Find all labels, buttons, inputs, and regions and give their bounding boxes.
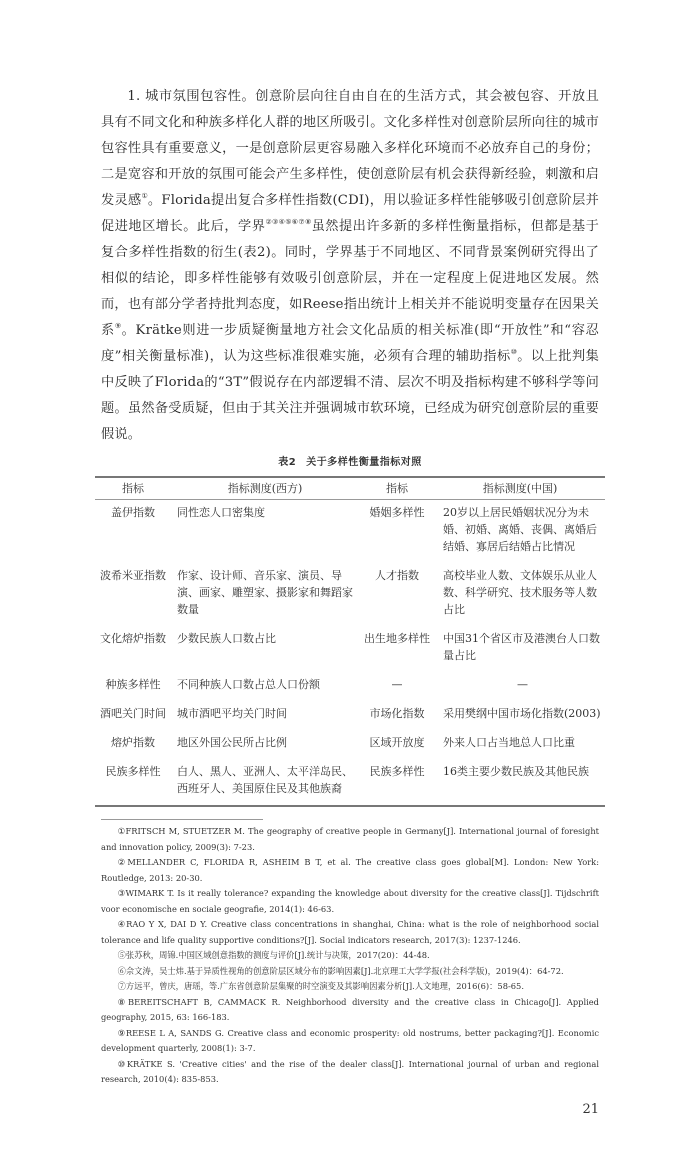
footnote-ref[interactable]: ⑨ xyxy=(114,322,122,330)
cell-measure-west: 不同种族人口数占总人口份额 xyxy=(177,678,320,691)
footnote-ref[interactable]: ① xyxy=(141,192,148,200)
cell-measure-china: 采用樊纲中国市场化指数(2003) xyxy=(443,707,601,720)
cell-measure-china: 外来人口占当地总人口比重 xyxy=(443,736,575,749)
cell-indicator-china: 婚姻多样性 xyxy=(369,506,425,519)
cell-indicator-west: 文化熔炉指数 xyxy=(100,632,166,645)
table-row xyxy=(95,563,605,626)
cell-indicator-china: 人才指数 xyxy=(375,569,419,582)
table-row xyxy=(95,626,605,672)
table-number: 表2 xyxy=(278,457,297,468)
body-paragraph xyxy=(101,84,599,448)
cell-indicator-west: 种族多样性 xyxy=(105,678,161,691)
footnote: ③WIMARK T. Is it really tolerance? expanding the knowledge about diversity for the creative class[J]. Tijdschrift voor economische en sociale geografie, 2014(1): 46-63. xyxy=(101,888,599,914)
footnote: ⑨REESE L A, SANDS G. Creative class and economic prosperity: old nostrums, better packaging?[J]. Economic development quarterly, 2008(1): 3-7. xyxy=(101,1027,599,1053)
cell-indicator-china: 区域开放度 xyxy=(369,736,425,749)
cell-indicator-china: 市场化指数 xyxy=(369,707,425,720)
footnote: ⑤张苏秋，周锦.中国区域创意指数的测度与评价[J].统计与决策，2017(20)：44-48. xyxy=(117,950,430,960)
paragraph-text: 。Florida提出复合多样性指数(CDI)，用以验证多样性能够吸引创意阶层并促进地区增长。此后，学界 xyxy=(101,193,599,234)
table-header-row xyxy=(95,477,605,500)
footnote-divider xyxy=(101,819,263,820)
cell-measure-china: — xyxy=(517,678,528,691)
footnote: ④RAO Y X, DAI D Y. Creative class concentrations in shanghai, China: what is the role of neighborhood social tolerance and life quality supportive conditions?[J]. Social indicators research, 2017(3): 1237-1246. xyxy=(101,919,599,945)
cell-measure-west: 同性恋人口密集度 xyxy=(177,506,265,519)
cell-indicator-west: 熔炉指数 xyxy=(111,736,155,749)
cell-indicator-west: 波希米亚指数 xyxy=(100,569,166,582)
footnote: ⑦方远平，曾庆，唐瑶，等.广东省创意阶层集聚的时空演变及其影响因素分析[J].人文地理，2016(6)：58-65. xyxy=(117,981,524,991)
cell-measure-west: 地区外国公民所占比例 xyxy=(177,736,287,749)
page-number: 21 xyxy=(582,1101,599,1117)
footnote: ②MELLANDER C, FLORIDA R, ASHEIM B T, et al. The creative class goes global[M]. London: New York: Routledge, 2013: 20-30. xyxy=(101,857,599,883)
cell-measure-china: 16类主要少数民族及其他民族 xyxy=(443,765,589,778)
paragraph-text: 1. 城市氛围包容性。创意阶层向往自由自在的生活方式，其会被包容、开放且具有不同文化和种族多样化人群的地区所吸引。文化多样性对创意阶层所向往的城市包容性具有重要意义，一是创意阶层更容易融入多样化环境而不必放弃自己的身份；二是宽容和开放的氛围可能会产生多样性，使创意阶层有机会获得新经验，刺激和启发灵感 xyxy=(101,89,599,208)
cell-measure-china: 20岁以上居民婚姻状况分为未婚、初婚、离婚、丧偶、离婚后结婚、寡居后结婚占比情况 xyxy=(443,506,597,553)
cell-measure-west: 作家、设计师、音乐家、演员、导演、画家、雕塑家、摄影家和舞蹈家数量 xyxy=(177,569,353,616)
cell-indicator-china: 民族多样性 xyxy=(369,765,425,778)
cell-measure-west: 白人、黑人、亚洲人、太平洋岛民、西班牙人、美国原住民及其他族裔 xyxy=(177,765,353,795)
cell-measure-west: 少数民族人口数占比 xyxy=(177,632,276,645)
table-title: 关于多样性衡量指标对照 xyxy=(306,457,422,468)
paragraph-text: 虽然提出许多新的多样性衡量指标，但都是基于复合多样性指数的衍生(表2)。同时，学界基于不同地区、不同背景案例研究得出了相似的结论，即多样性能够有效吸引创意阶层，并在一定程度上促进地区发展。然而，也有部分学者持批判态度，如Reese指出统计上相关并不能说明变量存在因果关系 xyxy=(101,219,600,338)
footnote-ref[interactable]: ⑩ xyxy=(510,348,518,356)
header-measure-west: 指标测度(西方) xyxy=(227,482,303,495)
footnote: ⑧BEREITSCHAFT B, CAMMACK R. Neighborhood diversity and the creative class in Chicago[J]. Applied geography, 2015, 63: 166-183. xyxy=(101,996,599,1022)
footnote: ⑥佘文涛，吴士炜.基于异质性视角的创意阶层区域分布的影响因素[J].北京理工大学学报(社会科学版)，2019(4)：64-72. xyxy=(117,965,564,976)
cell-measure-west: 城市酒吧平均关门时间 xyxy=(177,707,287,720)
cell-measure-china: 中国31个省区市及港澳台人口数量占比 xyxy=(443,632,600,662)
header-measure-china: 指标测度(中国) xyxy=(482,482,558,495)
footnotes xyxy=(101,824,599,1088)
footnote: ⑩KRÄTKE S. 'Creative cities' and the rise of the dealer class[J]. International journal of urban and regional research, 2010(4): 835-853. xyxy=(101,1058,599,1084)
cell-indicator-china: — xyxy=(391,678,403,691)
table-row xyxy=(95,500,605,564)
footnote: ①FRITSCH M, STUETZER M. The geography of creative people in Germany[J]. International journal of foresight and innovation policy, 2009(3): 7-23. xyxy=(101,826,599,852)
header-indicator-west: 指标 xyxy=(122,482,144,495)
table-row xyxy=(95,759,605,806)
cell-indicator-west: 酒吧关门时间 xyxy=(100,707,166,720)
paragraph-text: 。Krätke则进一步质疑衡量地方社会文化品质的相关标准(即“开放性”和“容忍度”相关衡量标准)，认为这些标准很难实施，必须有合理的辅助指标 xyxy=(101,323,599,364)
cell-indicator-west: 盖伊指数 xyxy=(111,506,155,519)
table-row xyxy=(95,701,605,730)
diversity-indicator-table xyxy=(95,476,605,807)
paragraph-text: 。以上批判集中反映了Florida的“3T”假说存在内部逻辑不清、层次不明及指标构建不够科学等问题。虽然备受质疑，但由于其关注并强调城市软环境，已经成为研究创意阶层的重要假说。 xyxy=(101,349,599,442)
header-indicator-china: 指标 xyxy=(386,482,408,495)
table-caption xyxy=(95,456,605,470)
cell-measure-china: 高校毕业人数、文体娱乐从业人数、科学研究、技术服务等人数占比 xyxy=(443,569,597,616)
table-row xyxy=(95,672,605,701)
footnote-ref[interactable]: ②③④⑤⑥⑦⑧ xyxy=(265,218,312,226)
table-row xyxy=(95,730,605,759)
cell-indicator-west: 民族多样性 xyxy=(105,765,161,778)
cell-indicator-china: 出生地多样性 xyxy=(364,632,430,645)
